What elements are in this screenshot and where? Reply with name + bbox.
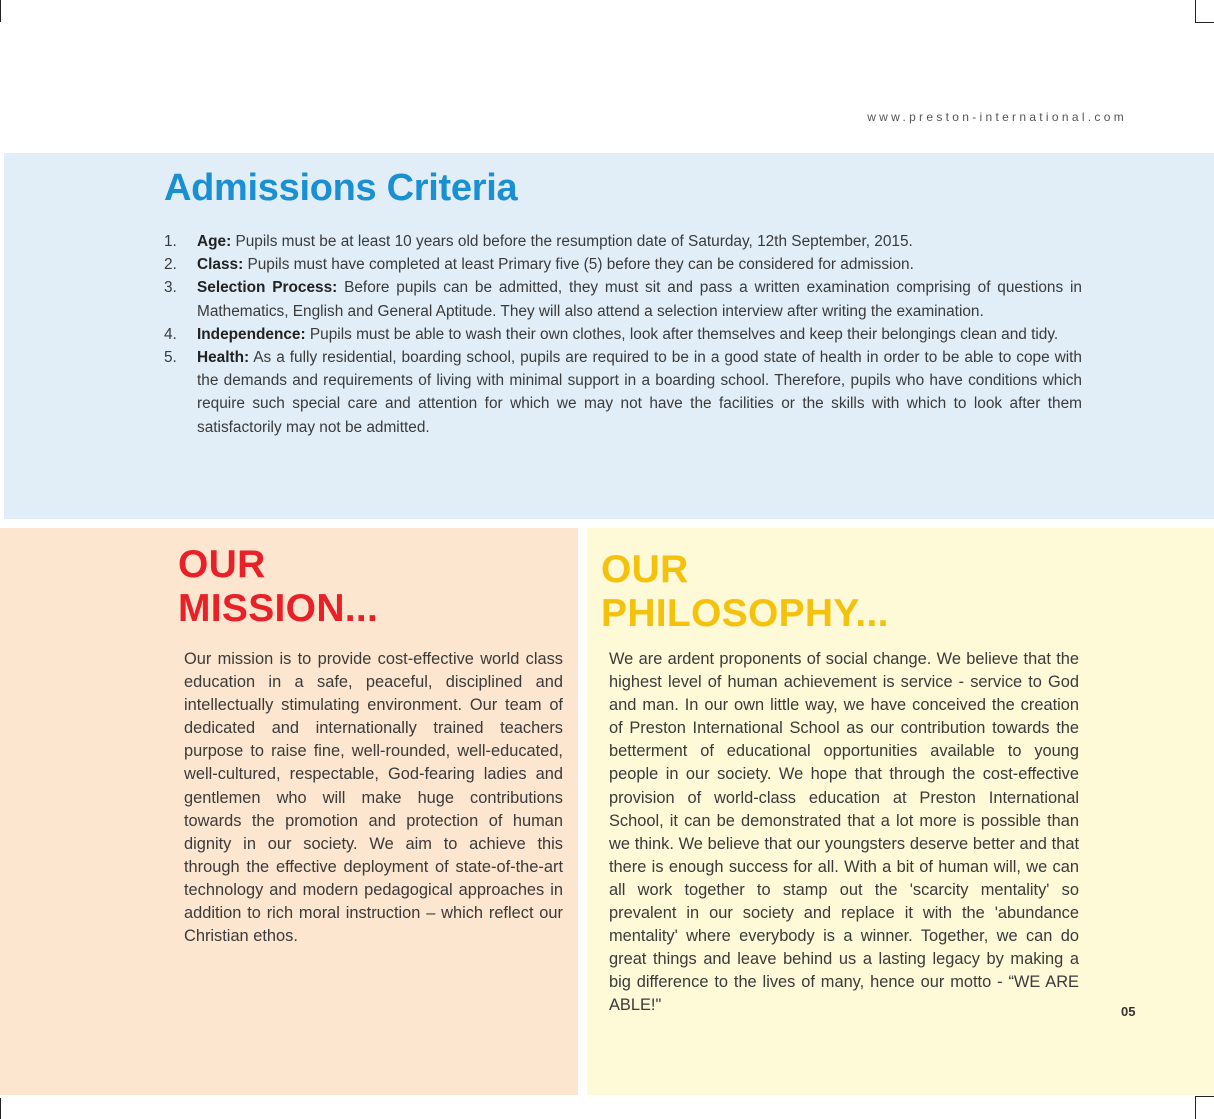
criteria-label: Class: [197, 256, 244, 274]
crop-mark-top-right-v [1195, 0, 1196, 22]
admissions-title: Admissions Criteria [164, 167, 518, 209]
crop-mark-top-right-h [1195, 22, 1214, 23]
crop-mark-bottom-left [0, 1098, 1, 1119]
criteria-label: Health: [197, 349, 250, 367]
criteria-text: Pupils must be at least 10 years old before the resumption date of Saturday, 12th September, 2015. [235, 233, 913, 250]
criteria-item-class [164, 253, 1082, 276]
mission-title [178, 543, 378, 631]
mission-text: Our mission is to provide cost-effective world class education in a safe, peaceful, disciplined and intellectually stimulating environment. Our team of dedicated and internationally trained teachers purpose to raise fine, well-rounded, well-educated, well-cultured, respectable, God-fearing ladies and gentlemen who will make huge contributions towards the promotion and protection of human dignity in our society. We aim to achieve this through the effective deployment of state-of-the-art technology and modern pedagogical approaches in addition to rich moral instruction – which reflect our Christian ethos. [184, 650, 563, 946]
criteria-text: Pupils must be able to wash their own clothes, look after themselves and keep their belongings clean and tidy. [309, 325, 1059, 343]
criteria-number: 1. [164, 233, 177, 250]
crop-mark-bottom-right-h [1195, 1096, 1214, 1097]
criteria-number: 3. [164, 279, 177, 297]
website-url: www.preston-international.com [867, 110, 1127, 124]
criteria-text: Pupils must have completed at least Primary five (5) before they can be considered for admission. [247, 256, 914, 274]
page-number: 05 [1121, 1004, 1136, 1019]
criteria-item-selection-process [164, 276, 1082, 322]
criteria-label: Independence: [197, 325, 306, 343]
philosophy-title-line-2: PHILOSOPHY... [601, 592, 889, 635]
philosophy-title-line-1: OUR [601, 548, 689, 591]
criteria-item-independence [164, 323, 1082, 346]
philosophy-title [601, 548, 889, 636]
criteria-item-health [164, 346, 1082, 439]
criteria-label: Age: [197, 233, 232, 250]
criteria-item-age [164, 230, 1082, 253]
crop-mark-bottom-right-v [1195, 1096, 1196, 1119]
criteria-number: 2. [164, 256, 177, 274]
criteria-text: Before pupils can be admitted, they must sit and pass a written examination comprising of questions in Mathematics, English and General Aptitude. They will also attend a selection interview after writing the examination. [197, 279, 1082, 320]
criteria-text: As a fully residential, boarding school, pupils are required to be in a good state of health in order to be able to cope with the demands and requirements of living with minimal support in a boarding school. Therefore, pupils who have conditions which require such special care and attention for which we may not have the facilities or the skills with which to look after them satisfactorily may not be admitted. [197, 349, 1082, 436]
criteria-number: 5. [164, 349, 177, 367]
crop-mark-top-left [0, 0, 1, 22]
admissions-criteria-list [164, 230, 1082, 439]
mission-title-line-1: OUR [178, 543, 266, 586]
philosophy-text: We are ardent proponents of social change. We believe that the highest level of human achievement is service - service to God and man. In our own little way, we have conceived the creation of Preston International School as our contribution towards the betterment of educational opportunities available to young people in our society. We hope that through the cost-effective provision of world-class education at Preston International School, it can be demonstrated that a lot more is possible than we think. We believe that our youngsters deserve better and that there is enough success for all. With a bit of human will, we can all work together to stamp out the 'scarcity mentality' so prevalent in our society and replace it with the 'abundance mentality' where everybody is a winner. Together, we can do great things and leave behind us a lasting legacy by making a big difference to the lives of many, hence our motto - “WE ARE ABLE!" [609, 650, 1079, 1015]
mission-title-line-2: MISSION... [178, 587, 379, 630]
criteria-label: Selection Process: [197, 279, 338, 297]
criteria-number: 4. [164, 325, 177, 343]
